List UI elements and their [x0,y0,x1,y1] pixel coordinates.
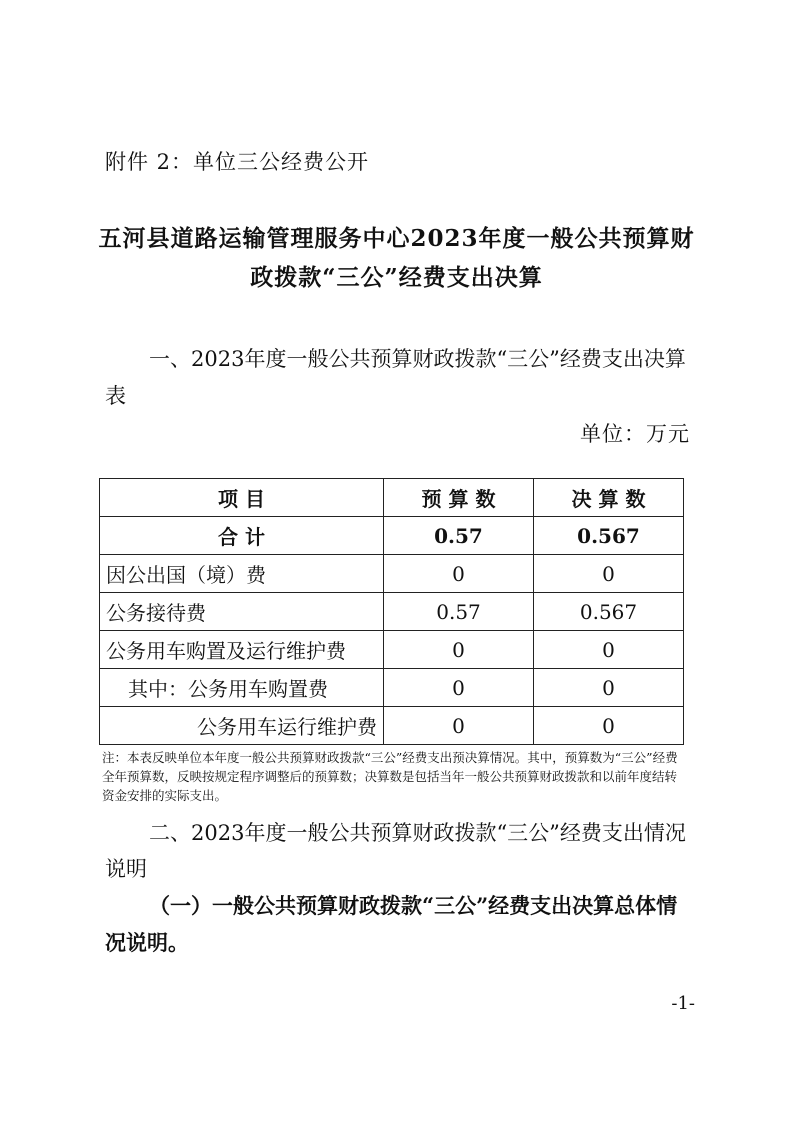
row-budget: 0 [384,555,534,593]
section2-heading-line1: 二、2023年度一般公共预算财政拨款“三公”经费支出情况 [149,821,686,845]
table-row-total [100,517,684,555]
section2-heading-line2: 说明 [105,857,147,881]
row-item: 公务用车运行维护费 [100,707,384,745]
table-row [100,555,684,593]
attachment-label: 附件 2：单位三公经费公开 [105,150,370,174]
row-budget: 0.57 [384,593,534,631]
row-item: 合 计 [100,517,384,555]
row-budget: 0 [384,631,534,669]
row-item: 公务用车购置及运行维护费 [100,631,384,669]
table-row [100,593,684,631]
row-actual: 0 [534,555,684,593]
row-item: 其中：公务用车购置费 [100,669,384,707]
budget-table [99,478,684,745]
header-actual: 决 算 数 [534,479,684,517]
row-actual: 0 [534,669,684,707]
document-title-line2: 政拨款“三公”经费支出决算 [250,264,543,291]
table-row [100,669,684,707]
row-budget: 0.57 [384,517,534,555]
row-item: 公务接待费 [100,593,384,631]
row-actual: 0.567 [534,517,684,555]
row-budget: 0 [384,707,534,745]
unit-label: 单位：万元 [580,422,690,446]
table-row [100,631,684,669]
header-item: 项 目 [100,479,384,517]
section1-heading-line1: 一、2023年度一般公共预算财政拨款“三公”经费支出决算 [149,347,686,371]
row-budget: 0 [384,669,534,707]
row-actual: 0 [534,631,684,669]
table-note: 注：本表反映单位本年度一般公共预算财政拨款“三公”经费支出预决算情况。其中，预算数为“三公”经费全年预算数，反映按规定程序调整后的预算数；决算数是包括当年一般公共预算财政拨款和以前年度结转资金安排的实际支出。 [102,750,678,803]
row-actual: 0 [534,707,684,745]
header-budget: 预 算 数 [384,479,534,517]
table-row [100,707,684,745]
section1-heading-line2: 表 [105,384,126,408]
section3-heading-line2: 况说明。 [105,930,189,955]
row-item: 因公出国（境）费 [100,555,384,593]
document-title-line1: 五河县道路运输管理服务中心2023年度一般公共预算财 [98,225,695,252]
page-number: -1- [671,993,695,1014]
section3-heading-line1: （一）一般公共预算财政拨款“三公”经费支出决算总体情 [149,893,678,918]
row-actual: 0.567 [534,593,684,631]
table-header-row [100,479,684,517]
